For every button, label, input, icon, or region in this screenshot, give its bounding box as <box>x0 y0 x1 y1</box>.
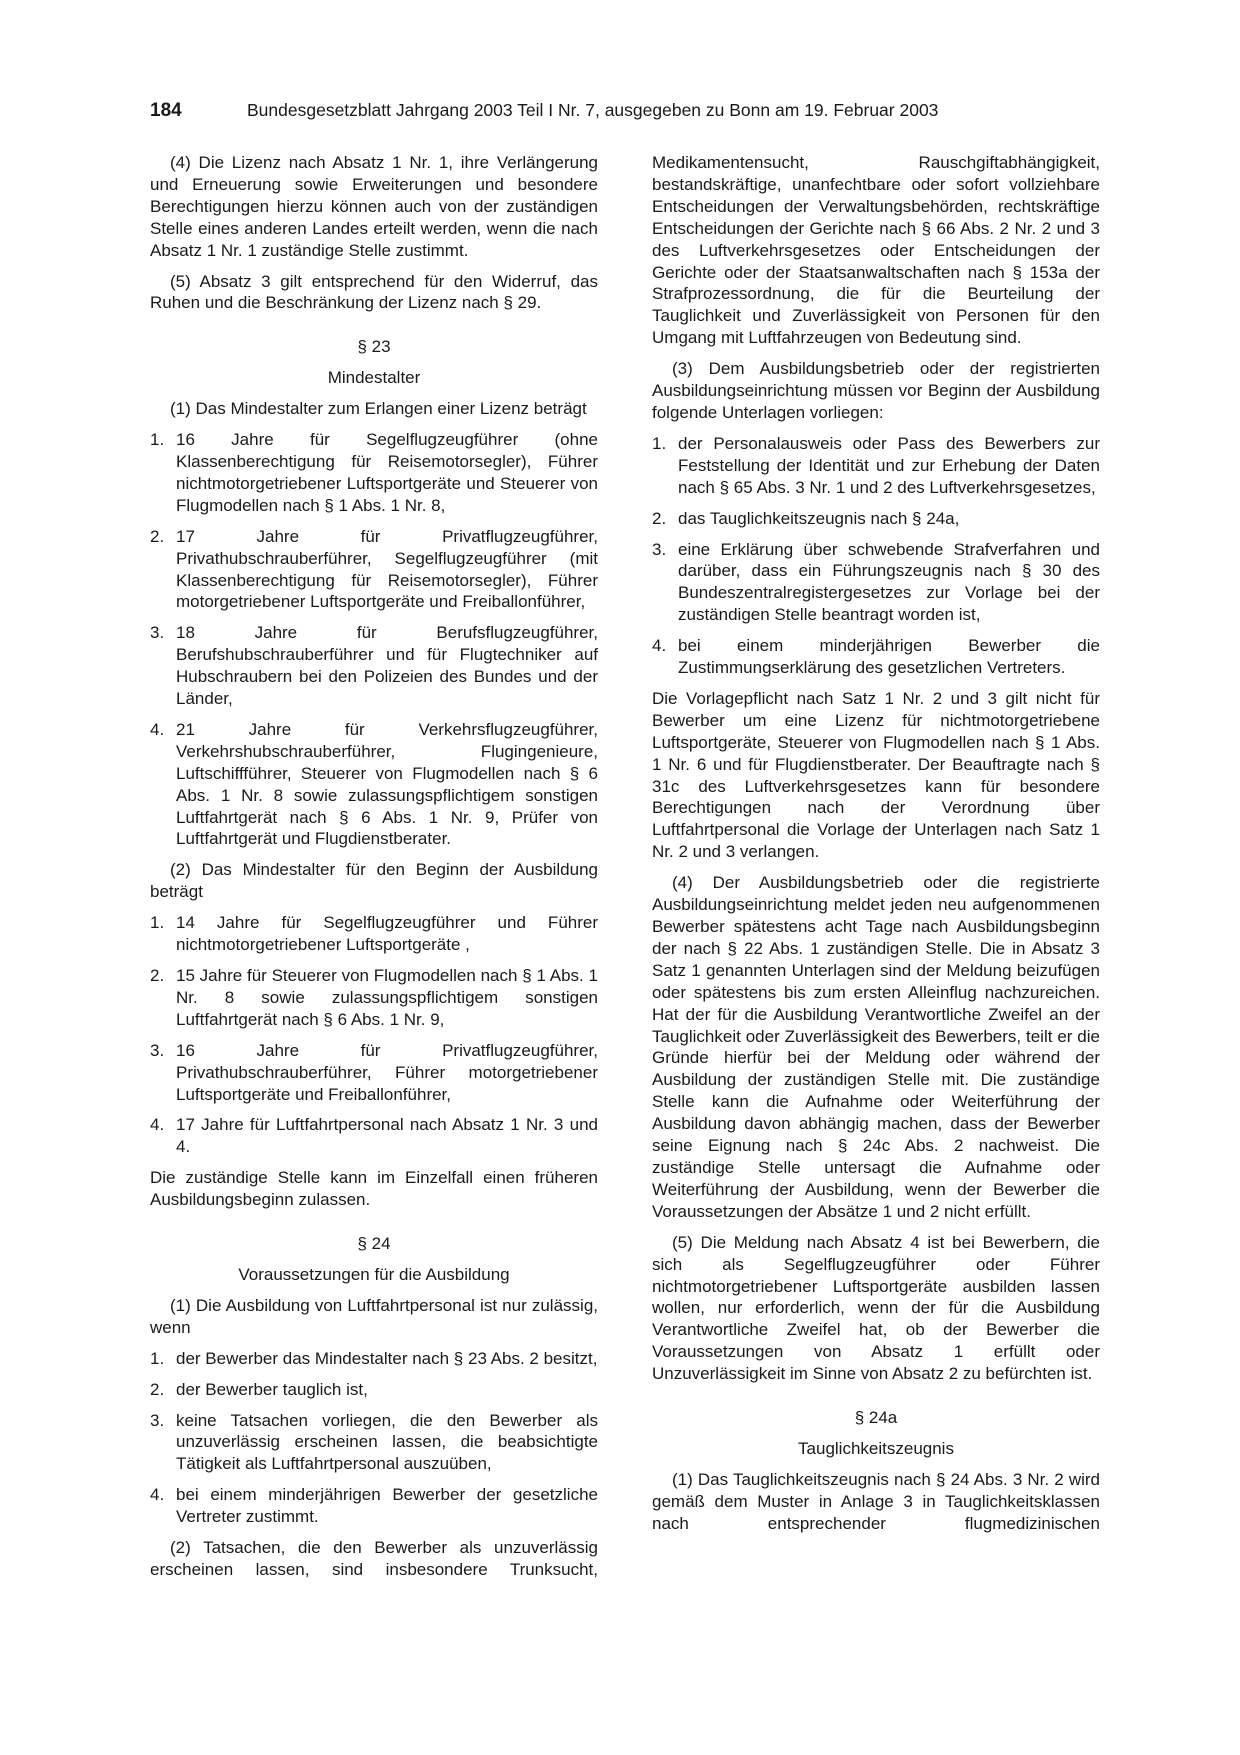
list-item <box>150 1114 598 1158</box>
paragraph-24-2-continued: Medikamentensucht, Rauschgiftabhängigkeit, bestandskräftige, unanfechtbare oder sofort vollziehbare Entscheidungen der Verwaltungsbehörden, rechtskräftige Entscheidungen der Gerichte nach § 66 Abs. 2 Nr. 2 und 3 des Luftverkehrsgesetzes oder Entscheidungen der Gerichte oder der Staatsanwaltschaften nach § 153a der Strafprozessordnung, die für die Beurteilung der Tauglichkeit und Zuverlässigkeit von Personen für den Umgang mit Luftfahrzeugen von Bedeutung sind. <box>652 153 1100 348</box>
list-item-text: bei einem minderjährigen Bewerber die Zustimmungserklärung des gesetzlichen Vertreters. <box>678 636 1100 678</box>
list-item <box>150 1040 598 1106</box>
paragraph-24a-1-start: (1) Das Tauglichkeitszeugnis nach § 24 Abs. 3 Nr. 2 wird gemäß dem Muster in Anlage 3 in Tauglichkeitsklassen nach entsprechender flugmedizinischen <box>652 1469 1100 1533</box>
list-item-text: der Bewerber das Mindestalter nach § 23 Abs. 2 besitzt, <box>176 1348 598 1368</box>
left-column <box>150 152 598 1590</box>
list-item <box>652 635 1100 679</box>
paragraph-22-4: (4) Die Lizenz nach Absatz 1 Nr. 1, ihre Verlängerung und Erneuerung sowie Erweiterungen und besondere Berechtigungen hierzu können auch von der zuständigen Stelle eines anderen Landes erteilt werden, wenn die nach Absatz 1 Nr. 1 zuständige Stelle zustimmt. <box>150 153 598 260</box>
list-item-number: 1. <box>150 430 165 450</box>
paragraph-24-5: (5) Die Meldung nach Absatz 4 ist bei Bewerbern, die sich als Segelflugzeugführer oder Führer nichtmotorgetriebener Luftsportgeräte ausbilden lassen wollen, nur erforderlich, wenn der für die Ausbildung Verantwortliche Zweifel hat, ob der Bewerber die Voraussetzungen von Absatz 1 erfüllt oder Unzuverlässigkeit im Sinne von Absatz 2 zu befürchten ist. <box>652 1232 1100 1384</box>
section-number-24a: § 24a <box>854 1408 898 1428</box>
list-item-number: 2. <box>652 508 667 528</box>
list-item <box>150 1379 598 1401</box>
paragraph-23-2: (2) Das Mindestalter für den Beginn der Ausbildung beträgt <box>150 860 598 902</box>
right-column <box>652 152 1100 1544</box>
list-item-text: 17 Jahre für Privatflugzeugführer, Privathubschrauberführer, Segelflugzeugführer (mit Klassenberechtigung für Reisemotorsegler), Führer motorgetriebener Luftsportgeräte und Freiballonführer, <box>176 526 598 612</box>
list-item <box>150 965 598 1031</box>
list-item-text: eine Erklärung über schwebende Strafverfahren und darüber, dass ein Führungszeugnis nach § 30 des Bundeszentralregistergesetzes zur Vorlage bei der zuständigen Stelle beantragt worden ist, <box>678 539 1100 625</box>
list-item-number: 2. <box>150 1379 165 1399</box>
list-item-number: 4. <box>150 1115 165 1135</box>
list-item <box>150 912 598 956</box>
list-item <box>652 433 1100 499</box>
section-title-24a: Tauglichkeitszeugnis <box>798 1438 954 1458</box>
list-item-number: 4. <box>652 636 667 656</box>
list-item-number: 4. <box>150 1485 165 1505</box>
list-item <box>150 429 598 517</box>
list-item <box>150 526 598 614</box>
paragraph-23-1: (1) Das Mindestalter zum Erlangen einer Lizenz beträgt <box>170 399 587 419</box>
list-item-number: 1. <box>150 1348 165 1368</box>
list-item <box>652 539 1100 627</box>
list-item <box>150 719 598 850</box>
page-number: 184 <box>150 100 182 121</box>
list-item-text: 21 Jahre für Verkehrsflugzeugführer, Verkehrshubschrauberführer, Flugingenieure, Luftschiffführer, Steuerer von Flugmodellen nach § 6 Abs. 1 Nr. 8 sowie zulassungspflichtigem sonstigen Luftfahrtgerät nach § 6 Abs. 1 Nr. 9, Prüfer von Luftfahrtgerät und Flugdienstberater. <box>176 719 598 849</box>
list-item-number: 4. <box>150 719 165 739</box>
gazette-title: Bundesgesetzblatt Jahrgang 2003 Teil I Nr. 7, ausgegeben zu Bonn am 19. Februar 2003 <box>247 100 939 120</box>
list-item <box>652 508 1100 530</box>
list-item-text: 15 Jahre für Steuerer von Flugmodellen nach § 1 Abs. 1 Nr. 8 sowie zulassungspflichtigem sonstigen Luftfahrtgerät nach § 6 Abs. 1 Nr. 9, <box>176 966 598 1029</box>
list-item-text: 16 Jahre für Privatflugzeugführer, Privathubschrauberführer, Führer motorgetriebener Luftsportgeräte und Freiballonführer, <box>176 1040 598 1104</box>
paragraph-22-5: (5) Absatz 3 gilt entsprechend für den Widerruf, das Ruhen und die Beschränkung der Lizenz nach § 29. <box>150 271 598 313</box>
list-item-number: 3. <box>652 539 667 559</box>
list-item-text: das Tauglichkeitszeugnis nach § 24a, <box>678 508 960 528</box>
paragraph-24-3: (3) Dem Ausbildungsbetrieb oder der registrierten Ausbildungseinrichtung müssen vor Beginn der Ausbildung folgende Unterlagen vorliegen: <box>652 359 1100 422</box>
list-item-text: 14 Jahre für Segelflugzeugführer und Führer nichtmotorgetriebener Luftsportgeräte , <box>176 913 598 955</box>
list-item-text: bei einem minderjährigen Bewerber der gesetzliche Vertreter zustimmt. <box>176 1485 598 1527</box>
list-item-number: 2. <box>150 526 165 546</box>
list-item <box>150 1484 598 1528</box>
paragraph-23-closing: Die zuständige Stelle kann im Einzelfall einen früheren Ausbildungsbeginn zulassen. <box>150 1168 598 1210</box>
section-number-23: § 23 <box>357 337 391 357</box>
section-number-24: § 24 <box>357 1234 391 1254</box>
paragraph-24-3-closing: Die Vorlagepflicht nach Satz 1 Nr. 2 und 3 gilt nicht für Bewerber um eine Lizenz für nichtmotorgetriebene Luftsportgeräte, Steuerer von Flugmodellen nach § 1 Abs. 1 Nr. 6 und für Flugdienstberater. Der Beauftragte nach § 31c des Luftverkehrsgesetzes kann für besondere Berechtigungen nach der Verordnung über Luftfahrtpersonal die Vorlage der Unterlagen nach Satz 1 Nr. 2 und 3 verlangen. <box>652 688 1100 862</box>
list-item-text: der Bewerber tauglich ist, <box>176 1379 368 1399</box>
section-title-24: Voraussetzungen für die Ausbildung <box>238 1264 510 1284</box>
list-item-text: 17 Jahre für Luftfahrtpersonal nach Absatz 1 Nr. 3 und 4. <box>176 1115 598 1157</box>
running-header <box>150 100 1100 126</box>
list-item-text: der Personalausweis oder Pass des Bewerbers zur Feststellung der Identität und zur Erhebung der Daten nach § 65 Abs. 3 Nr. 1 und 2 des Luftverkehrsgesetzes, <box>678 433 1100 497</box>
list-item-number: 2. <box>150 966 165 985</box>
list-item-number: 3. <box>150 1410 165 1430</box>
list-item-number: 3. <box>150 1040 165 1060</box>
paragraph-24-4: (4) Der Ausbildungsbetrieb oder die registrierte Ausbildungseinrichtung meldet jeden neu aufgenommenen Bewerber spätestens acht Tage nach Ausbildungsbeginn der nach § 22 Abs. 1 zuständigen Stelle. Die in Absatz 3 Satz 1 genannten Unterlagen sind der Meldung beizufügen oder spätestens bis zum ersten Alleinflug nachzureichen. Hat der für die Ausbildung Verantwortliche Zweifel an der Tauglichkeit oder Zuverlässigkeit des Bewerbers, teilt er die Gründe hierfür bei der Meldung oder während der Ausbildung der zuständigen Stelle mit. Die zuständige Stelle kann die Aufnahme oder Weiterführung der Ausbildung davon abhängig machen, dass der Bewerber seine Eignung nach § 24c Abs. 2 nachweist. Die zuständige Stelle untersagt die Aufnahme oder Weiterführung der Ausbildung, wenn der Bewerber die Voraussetzungen der Absätze 1 und 2 nicht erfüllt. <box>652 873 1100 1221</box>
list-item-text: keine Tatsachen vorliegen, die den Bewerber als unzuverlässig erscheinen lassen, die beabsichtigte Tätigkeit als Luftfahrtpersonal auszuüben, <box>176 1410 598 1474</box>
list-item <box>150 1410 598 1476</box>
paragraph-24-1: (1) Die Ausbildung von Luftfahrtpersonal ist nur zulässig, wenn <box>150 1295 598 1337</box>
list-item-number: 1. <box>652 433 667 453</box>
list-item <box>150 622 598 710</box>
section-title-23: Mindestalter <box>327 368 421 388</box>
list-item-number: 3. <box>150 623 165 643</box>
list-item <box>150 1348 598 1370</box>
paragraph-24-2-start: (2) Tatsachen, die den Bewerber als unzuverlässig erscheinen lassen, sind insbesondere Trunksucht, <box>150 1538 598 1579</box>
list-item-text: 16 Jahre für Segelflugzeugführer (ohne Klassenberechtigung für Reisemotorsegler), Führer nichtmotorgetriebener Luftsportgeräte und Steuerer von Flugmodellen nach § 1 Abs. 1 Nr. 8, <box>176 430 598 515</box>
list-item-number: 1. <box>150 913 165 933</box>
list-item-text: 18 Jahre für Berufsflugzeugführer, Berufshubschrauberführer und für Flugtechniker auf Hubschraubern bei den Polizeien des Bundes und der Länder, <box>176 623 598 709</box>
